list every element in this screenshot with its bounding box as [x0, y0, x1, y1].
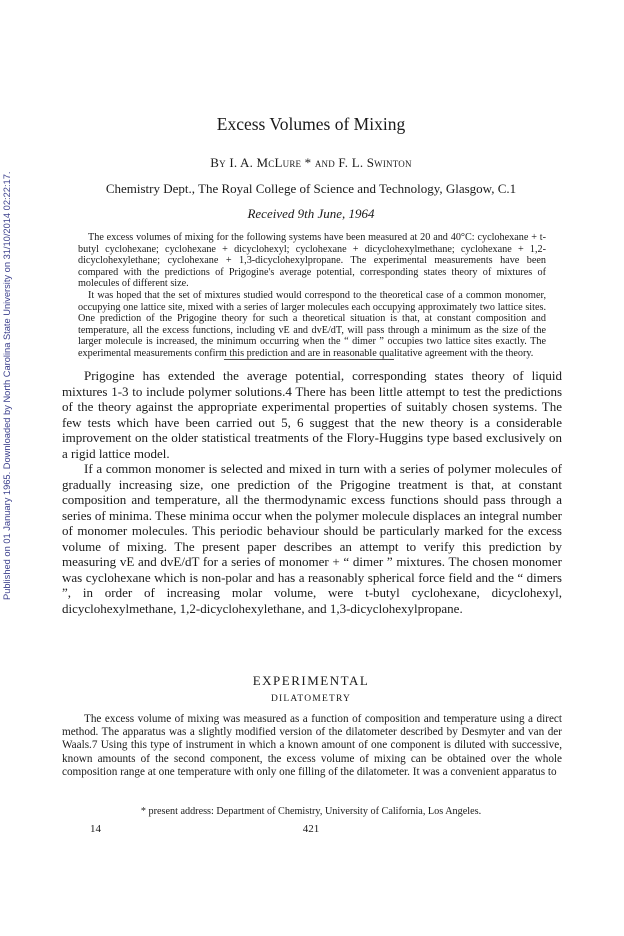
received-date: Received 9th June, 1964	[247, 206, 375, 221]
experimental-paragraph-1: The excess volume of mixing was measured as a function of composition and temperature using a direct method. The apparatus was a slightly modified version of the dilatometer described by Desmyter and van der Waals.7 Using this type of instrument in which a known amount of one component is diluted with successive, known amounts of the second component, the excess volume of mixing can be obtained over the whole composition range at one temperature with only one filling of the dilatometer. It was a convenient apparatus to	[62, 713, 562, 778]
issue-number: 14	[90, 823, 101, 835]
footnote: * present address: Department of Chemistry, University of California, Los Angeles.	[140, 806, 482, 817]
abstract	[78, 232, 546, 360]
author-2: F. L. Swinton	[338, 155, 412, 170]
intro-paragraph-2: If a common monomer is selected and mixed in turn with a series of polymer molecules of gradually increasing size, one prediction of the Prigogine treatment is that, at constant composition and temperature, all the thermodynamic excess functions should pass through a series of minima. These minima occur when the polymer molecule displaces an integral number of monomer molecules. This periodic behaviour should be particularly marked for the excess volume of mixing. The present paper describes an attempt to verify this prediction by measuring vE and dvE/dT for a series of monomer + “ dimer ” mixtures. The chosen monomer was cyclohexane which is non-polar and has a reasonably spherical force field and the “ dimers ”, in order of increasing molar volume, were t-butyl cyclohexane, dicyclohexyl, dicyclohexylmethane, 1,2-dicyclohexylethane, and 1,3-dicyclohexylpropane.	[62, 461, 562, 616]
author-line	[60, 155, 562, 171]
abstract-paragraph-2: It was hoped that the set of mixtures studied would correspond to the theoretical case of a common monomer, occupying one lattice site, mixed with a series of larger molecules each occupying approximately two lattice sites. One prediction of the Prigogine theory for such a theoretical situation is that, at constant composition and temperature, all the excess functions, including vE and dvE/dT, will pass through a minimum as the size of the larger molecule is increased, the minimum occurring when the “ dimer ” occupies two lattice sites exactly. The experimental measurements confirm this prediction and are in reasonable qualitative agreement with the theory.	[78, 289, 546, 359]
introduction	[62, 368, 562, 616]
paper-title: Excess Volumes of Mixing	[216, 114, 406, 134]
authors-prefix: By	[210, 155, 226, 170]
abstract-paragraph-1: The excess volumes of mixing for the following systems have been measured at 20 and 40°C: cyclohexane + t-butyl cyclohexane; cyclohexane + dicyclohexyl; cyclohexane + dicyclohexylmethane; cyclohexane + 1,2-dicyclohexylethane; cyclohexane + 1,3-dicyclohexylpropane. The experimental measurements have been compared with the predictions of Prigogine's average potential, corresponding states theory of mixtures of molecules of different size.	[78, 232, 546, 290]
intro-paragraph-1: Prigogine has extended the average potential, corresponding states theory of liquid mixtures 1-3 to include polymer solutions.4 There has been little attempt to test the predictions of the theory against the appropriate experimental properties of suitably chosen systems. The few tests which have been carried out 5, 6 suggest that the new theory is a considerable improvement on the older statistical treatments of the Flory-Huggins type based exclusively on a rigid lattice model.	[62, 368, 562, 461]
subsection-heading: DILATOMETRY	[270, 694, 352, 704]
section-divider	[224, 359, 394, 360]
author-1: I. A. McLure	[229, 155, 302, 170]
download-watermark	[2, 130, 16, 600]
section-heading: EXPERIMENTAL	[252, 673, 370, 688]
download-watermark-text: Published on 01 January 1965. Downloaded by North Carolina State University on 31/10/2014 02:22:17.	[2, 171, 12, 600]
affiliation: Chemistry Dept., The Royal College of Science and Technology, Glasgow, C.1	[105, 181, 517, 196]
page-number: 421	[302, 823, 320, 835]
authors-and: and	[314, 155, 335, 170]
author-footnote-mark: *	[301, 155, 315, 170]
experimental-body	[62, 713, 562, 779]
